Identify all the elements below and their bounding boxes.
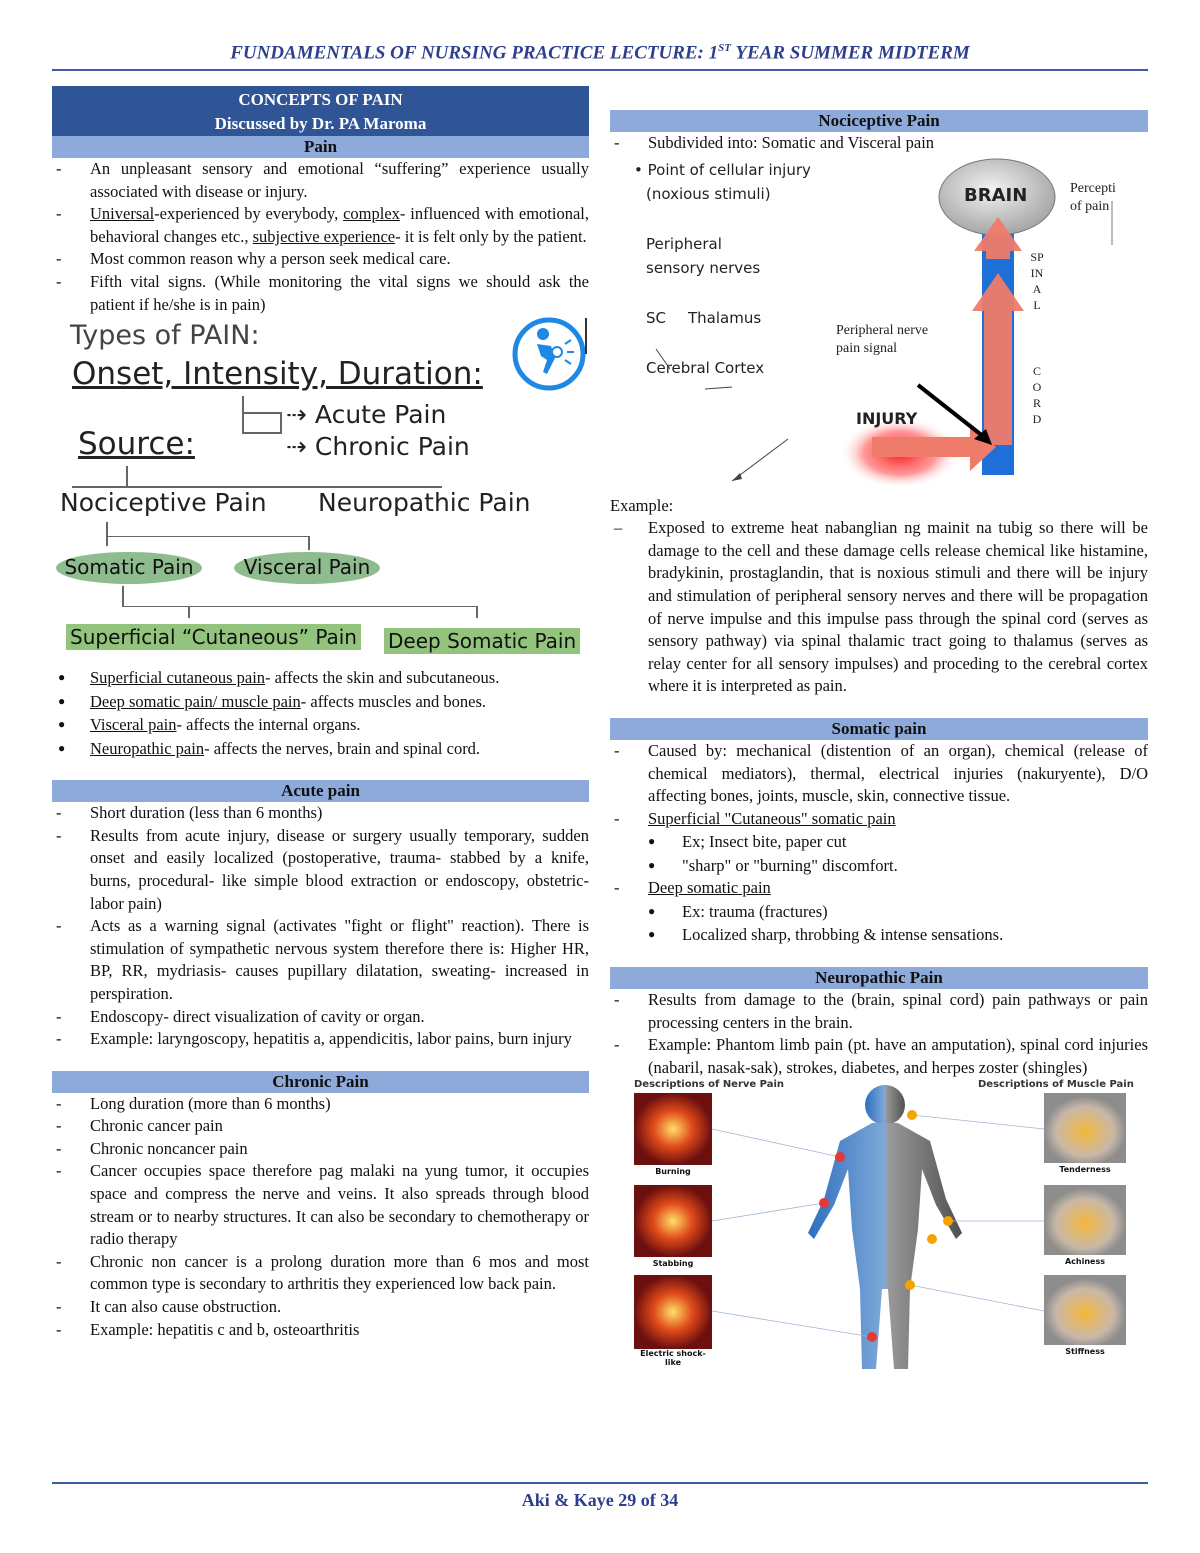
chronic-pain-band: Chronic Pain [52, 1071, 589, 1093]
nerve-signal-label-2: pain signal [836, 340, 898, 356]
list-item: ● Superficial cutaneous pain- affects the skin and subcutaneous. [52, 666, 589, 690]
acute-pain-label: ⇢ Acute Pain [286, 400, 447, 430]
right-column [610, 110, 1148, 1389]
electric-label: Electric shock-like [640, 1349, 706, 1368]
example-label: Example: [610, 495, 674, 515]
page-header: FUNDAMENTALS OF NURSING PRACTICE LECTURE: 1ST YEAR SUMMER MIDTERM [230, 42, 970, 64]
nociceptive-band: Nociceptive Pain [610, 110, 1148, 132]
list-item: ● Ex; Insect bite, paper cut [610, 830, 1148, 854]
injury-label: INJURY [856, 408, 918, 428]
list-item: - Deep somatic pain [610, 877, 1148, 900]
neuropathic-band: Neuropathic Pain [610, 967, 1148, 989]
list-item: - Example: hepatitis c and b, osteoarthritis [52, 1319, 589, 1342]
spinal-label: SPINAL [1030, 249, 1044, 312]
tenderness-label: Tenderness [1059, 1165, 1111, 1175]
list-item: - Chronic cancer pain [52, 1115, 589, 1138]
list-item: - Superficial "Cutaneous" somatic pain [610, 808, 1148, 831]
list-item: - Short duration (less than 6 months) [52, 802, 589, 825]
page-footer: Aki & Kaye 29 of 34 [521, 1490, 679, 1510]
list-item: - Universal-experienced by everybody, complex- influenced with emotional, behavioral changes etc., subjective experience- it is felt only by the patient. [52, 203, 589, 248]
connector [106, 536, 310, 537]
list-item: – Exposed to extreme heat nabanglian ng mainit na tubig so there will be damage to the cell and these damage cells release chemical like histamine, bradykinin, prostaglandin, that is noxious stimuli and there will be injury and stimulation of peripheral sensory nerves and there will be propagation of nerve impulse and this impulse pass through the spinal cord (serves as sensory pathway) via spinal thalamic tract going to thalamus (serves as relay center for all sensory impulses) and proceding to the cerebral cortex where it is interpreted as pain. [610, 517, 1148, 698]
onset-heading: Onset, Intensity, Duration: [72, 356, 483, 393]
somatic-band: Somatic pain [610, 718, 1148, 740]
list-item: - Cancer occupies space therefore pag malaki na yung tumor, it occupies space and compress the nerve and veins. It also spreads through blood stream or to nearby structures. It can also be secondary to chemotherapy or radio therapy [52, 1160, 589, 1250]
list-item: - Example: laryngoscopy, hepatitis a, appendicitis, labor pains, burn injury [52, 1028, 589, 1051]
list-item: ● Localized sharp, throbbing & intense sensations. [610, 923, 1148, 947]
stiffness-label: Stiffness [1065, 1347, 1105, 1357]
point-label: • Point of cellular injury [634, 160, 811, 179]
list-item: ● Visceral pain- affects the internal organs. [52, 713, 589, 737]
connector [122, 586, 124, 606]
sc-label: SC [646, 308, 666, 327]
brain-label: BRAIN [964, 184, 1028, 206]
nociceptive-list [610, 132, 1148, 155]
diagram-title: Types of PAIN: [70, 320, 260, 352]
list-item: - Long duration (more than 6 months) [52, 1093, 589, 1116]
pathway-graphic [610, 155, 1148, 485]
footer-rule [52, 1482, 1148, 1484]
somatic-list [610, 740, 1148, 830]
list-item: - Results from damage to the (brain, spinal cord) pain pathways or pain processing centers in the brain. [610, 989, 1148, 1034]
muscle-pain-title: Descriptions of Muscle Pain [978, 1079, 1134, 1091]
chronic-pain-label: ⇢ Chronic Pain [286, 432, 470, 462]
list-item: - Acts as a warning signal (activates "fight or flight" reaction). There is stimulation of sympathetic nervous system therefore there is: Higher HR, BP, RR, mydriasis- causes pupillary dilatation, sweating- increased in perspiration. [52, 915, 589, 1005]
connector [280, 412, 282, 432]
achiness-label: Achiness [1064, 1257, 1105, 1267]
perception-label-2: of pain [1070, 198, 1110, 214]
cord-label: CORD [1032, 363, 1042, 426]
connector [106, 522, 108, 546]
deep-somatic-box: Deep Somatic Pain [384, 628, 580, 654]
chronic-pain-list [52, 1093, 589, 1342]
acute-pain-band: Acute pain [52, 780, 589, 802]
list-item: - Chronic non cancer is a prolong duration more than 6 mos and most common type is secondary to arthritis they experienced low back pain. [52, 1251, 589, 1296]
connector [242, 396, 244, 432]
types-bullets [52, 666, 589, 760]
neuropathic-label: Neuropathic Pain [318, 488, 531, 518]
list-item: - Fifth vital signs. (While monitoring the vital signs we should ask the patient if he/she is in pain) [52, 271, 589, 316]
section-subtitle: Discussed by Dr. PA Maroma [214, 114, 427, 133]
connector [188, 606, 190, 618]
list-item: ● "sharp" or "burning" discomfort. [610, 854, 1148, 878]
nociceptive-pathway-diagram [610, 155, 1148, 485]
list-item: - Most common reason why a person seek medical care. [52, 248, 589, 271]
burning-label: Burning [655, 1167, 691, 1177]
list-item: - It can also cause obstruction. [52, 1296, 589, 1319]
list-item: ● Neuropathic pain- affects the nerves, brain and spinal cord. [52, 737, 589, 761]
nerve-signal-label-1: Peripheral nerve [836, 322, 929, 338]
sensory-label: sensory nerves [646, 258, 761, 277]
header-rule [52, 69, 1148, 71]
cortex-label: Cerebral Cortex [646, 358, 765, 377]
stabbing-label: Stabbing [652, 1259, 694, 1269]
somatic-pain-oval: Somatic Pain [56, 552, 202, 584]
list-item: ● Deep somatic pain/ muscle pain- affects muscles and bones. [52, 690, 589, 714]
deep-head-list [610, 877, 1148, 900]
perception-label-1: Percepti [1070, 180, 1116, 196]
list-item: - Endoscopy- direct visualization of cavity or organ. [52, 1006, 589, 1029]
pain-band: Pain [52, 136, 589, 158]
pain-list [52, 158, 589, 316]
connector [242, 432, 282, 434]
nerve-pain-title: Descriptions of Nerve Pain [634, 1079, 785, 1091]
connector [476, 606, 478, 618]
neuropathic-list [610, 989, 1148, 1079]
left-column [52, 86, 589, 1341]
thalamus-label: Thalamus [688, 308, 762, 327]
visceral-pain-oval: Visceral Pain [234, 552, 380, 584]
superficial-bullets [610, 830, 1148, 877]
deep-bullets [610, 900, 1148, 947]
list-item: - Results from acute injury, disease or surgery usually temporary, sudden onset and easily localized (postoperative, trauma- stabbed by a knife, burns, procedural- like simple blood extraction or endoscopy, obstetric-labor pain) [52, 825, 589, 915]
acute-pain-list [52, 802, 589, 1051]
connector [122, 606, 478, 607]
source-heading: Source: [78, 426, 195, 463]
superficial-pain-box: Superficial “Cutaneous” Pain [66, 624, 361, 650]
pain-icon [507, 314, 589, 400]
types-of-pain-diagram [52, 316, 589, 666]
connector [308, 536, 310, 550]
list-item: - Subdivided into: Somatic and Visceral pain [610, 132, 1148, 155]
list-item: - Caused by: mechanical (distention of an organ), chemical (release of chemical mediators), thermal, electrical injuries (nakuryente), D/O affecting bones, joints, muscle, skin, connective tissue. [610, 740, 1148, 808]
nociceptive-label: Nociceptive Pain [60, 488, 267, 518]
section-title: CONCEPTS OF PAIN [238, 90, 403, 109]
list-item: - Chronic noncancer pain [52, 1138, 589, 1161]
concepts-title-band [52, 86, 589, 136]
connector [242, 412, 282, 414]
list-item: ● Ex: trauma (fractures) [610, 900, 1148, 924]
example-list [610, 517, 1148, 698]
body-graphic [610, 1079, 1148, 1389]
list-item: - Example: Phantom limb pain (pt. have an amputation), spinal cord injuries (nabaril, nasak-sak), strokes, diabetes, and herpes zoster (shingles) [610, 1034, 1148, 1079]
peripheral-label: Peripheral [646, 234, 722, 253]
noxious-label: (noxious stimuli) [646, 184, 771, 203]
list-item: - An unpleasant sensory and emotional “suffering” experience usually associated with disease or injury. [52, 158, 589, 203]
nerve-muscle-pain-figure [610, 1079, 1148, 1389]
connector [126, 466, 128, 486]
